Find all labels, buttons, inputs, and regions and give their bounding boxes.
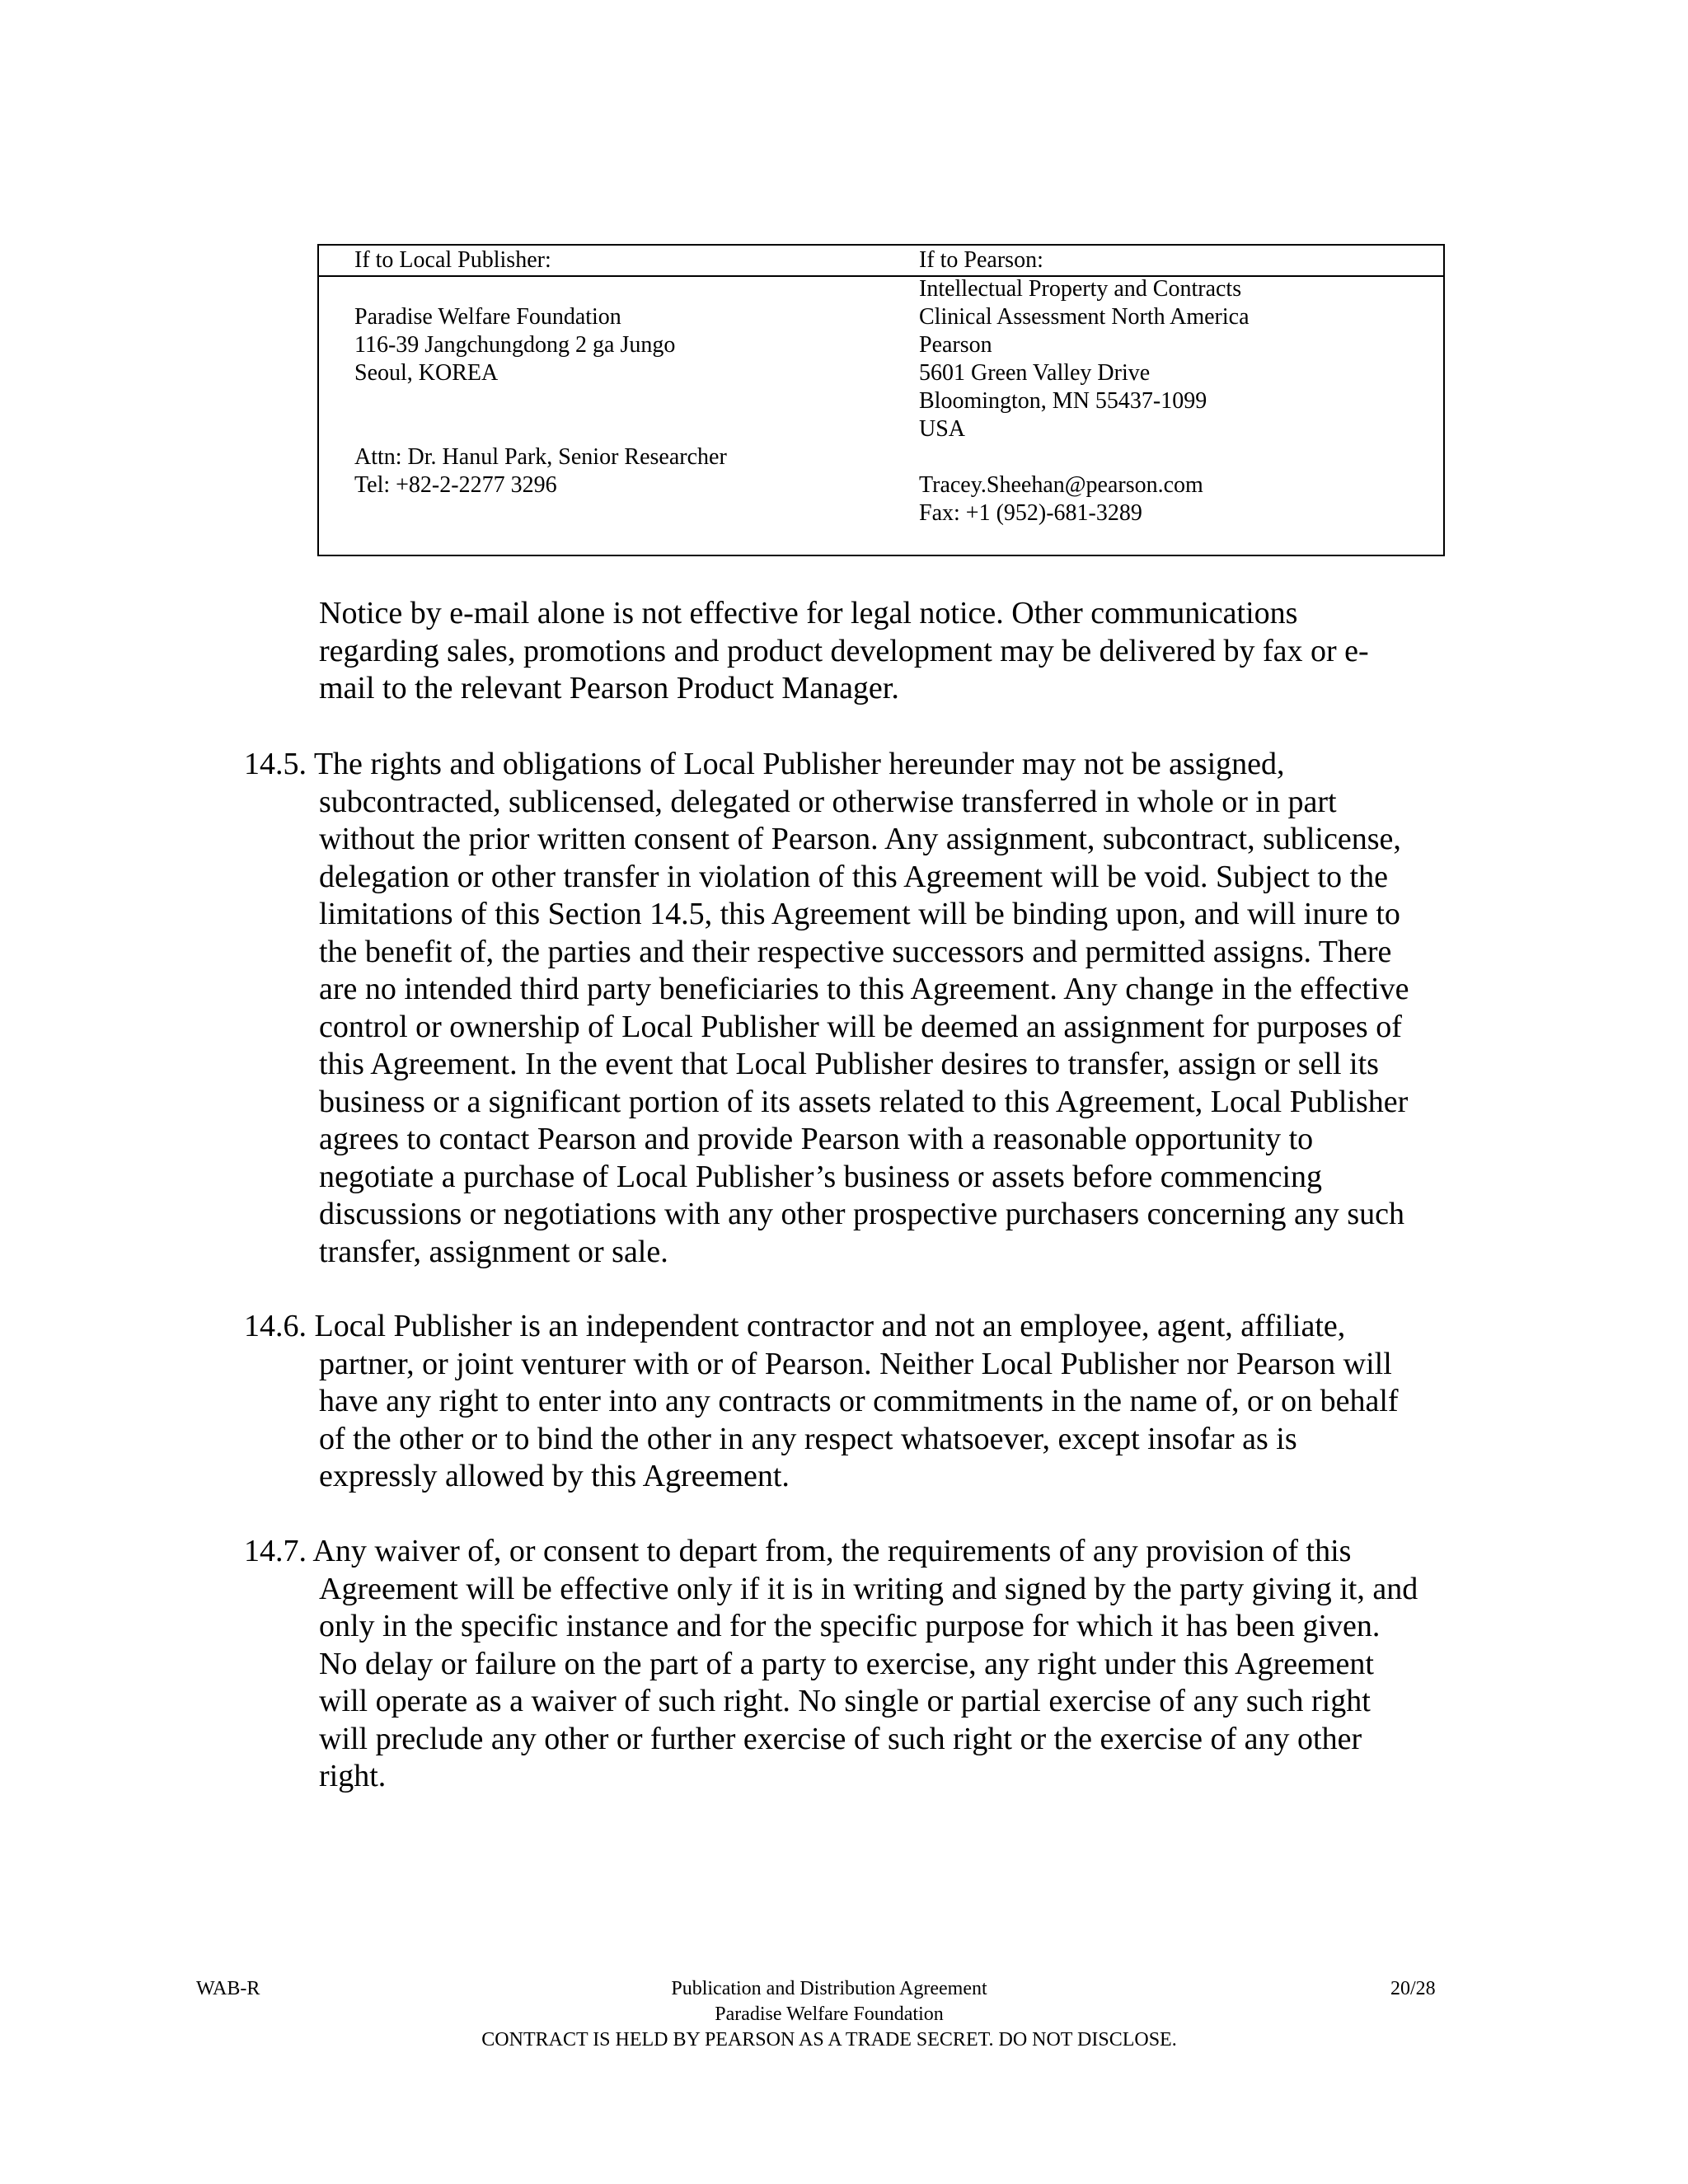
clause-first-line bbox=[244, 1533, 1418, 1571]
local-publisher-address bbox=[354, 275, 882, 499]
pearson-heading: If to Pearson: bbox=[919, 247, 1043, 273]
clause-line: will preclude any other or further exercise of such right or the exercise of any other bbox=[319, 1721, 1362, 1756]
clause-first-line bbox=[244, 1308, 1399, 1346]
address-line: 116-39 Jangchungdong 2 ga Jungo bbox=[354, 332, 676, 358]
clause-line: partner, or joint venturer with or of Pearson. Neither Local Publisher nor Pearson will bbox=[319, 1346, 1392, 1381]
clause-line: without the prior written consent of Pearson. Any assignment, subcontract, sublicense, bbox=[319, 822, 1401, 856]
clause-line: limitations of this Section 14.5, this Agreement will be binding upon, and will inure to bbox=[319, 897, 1400, 931]
address-line: Pearson bbox=[919, 332, 992, 358]
clause-first-line bbox=[244, 746, 1409, 784]
address-line bbox=[354, 275, 882, 303]
pearson-email: Tracey.Sheehan@pearson.com bbox=[919, 472, 1203, 498]
pearson-column bbox=[919, 246, 1430, 527]
paragraph-line: Notice by e-mail alone is not effective for legal notice. Other communications bbox=[319, 596, 1298, 630]
address-line: Seoul, KOREA bbox=[354, 360, 499, 386]
clause-line: this Agreement. In the event that Local Publisher desires to transfer, assign or sell its bbox=[319, 1047, 1379, 1081]
address-line: Intellectual Property and Contracts bbox=[919, 276, 1242, 302]
pearson-address bbox=[919, 275, 1430, 527]
clause-line-text: Any waiver of, or consent to depart from, the requirements of any provision of this bbox=[312, 1534, 1352, 1568]
address-line: Clinical Assessment North America bbox=[919, 304, 1250, 330]
footer-title: Publication and Distribution Agreement bbox=[671, 1978, 987, 1999]
clause-line: right. bbox=[319, 1759, 387, 1793]
clause-line: transfer, assignment or sale. bbox=[319, 1234, 668, 1269]
clause-line: have any right to enter into any contracts or commitments in the name of, or on behalf bbox=[319, 1384, 1399, 1418]
clause-line: the benefit of, the parties and their respective successors and permitted assigns. There bbox=[319, 934, 1392, 969]
footer-document-code: WAB-R bbox=[196, 1978, 260, 1999]
notice-address-table bbox=[317, 244, 1445, 556]
footer-party: Paradise Welfare Foundation bbox=[715, 2004, 944, 2025]
clause-number: 14.7. bbox=[244, 1534, 307, 1568]
clause-line-text: Local Publisher is an independent contractor and not an employee, agent, affiliate, bbox=[314, 1309, 1346, 1343]
clause-line: only in the specific instance and for the specific purpose for which it has been given. bbox=[319, 1609, 1381, 1643]
clause-line: Agreement will be effective only if it is in writing and signed by the party giving it, and bbox=[319, 1571, 1418, 1606]
footer-confidentiality: CONTRACT IS HELD BY PEARSON AS A TRADE SECRET. DO NOT DISCLOSE. bbox=[481, 2029, 1177, 2050]
local-publisher-heading: If to Local Publisher: bbox=[354, 247, 551, 273]
clause-line-text: The rights and obligations of Local Publisher hereunder may not be assigned, bbox=[313, 747, 1285, 781]
address-line: Paradise Welfare Foundation bbox=[354, 304, 621, 330]
clause-line: agrees to contact Pearson and provide Pearson with a reasonable opportunity to bbox=[319, 1122, 1314, 1156]
clause-14-7-text bbox=[244, 1533, 1418, 1796]
clause-line: subcontracted, sublicensed, delegated or otherwise transferred in whole or in part bbox=[319, 784, 1337, 819]
address-line: Bloomington, MN 55437-1099 bbox=[919, 388, 1207, 414]
clause-14-5-text bbox=[244, 746, 1409, 1271]
paragraph-line: mail to the relevant Pearson Product Manager. bbox=[319, 671, 899, 705]
page-number: 20/28 bbox=[1390, 1978, 1436, 1999]
clause-line: negotiate a purchase of Local Publisher’s business or assets before commencing bbox=[319, 1159, 1323, 1194]
clause-line: control or ownership of Local Publisher will be deemed an assignment for purposes of bbox=[319, 1009, 1402, 1044]
clause-line: No delay or failure on the part of a party to exercise, any right under this Agreement bbox=[319, 1646, 1374, 1681]
paragraph-line: regarding sales, promotions and product development may be delivered by fax or e- bbox=[319, 633, 1369, 668]
address-line bbox=[919, 443, 1430, 471]
address-line bbox=[354, 415, 882, 443]
notice-paragraph bbox=[319, 595, 1456, 708]
clause-number: 14.6. bbox=[244, 1309, 307, 1343]
clause-line: expressly allowed by this Agreement. bbox=[319, 1459, 790, 1493]
clause-line: discussions or negotiations with any other prospective purchasers concerning any such bbox=[319, 1197, 1405, 1231]
local-publisher-column bbox=[354, 246, 882, 499]
address-line bbox=[354, 387, 882, 415]
address-line: Tel: +82-2-2277 3296 bbox=[354, 472, 557, 498]
clause-number: 14.5. bbox=[244, 747, 307, 781]
address-line: 5601 Green Valley Drive bbox=[919, 360, 1151, 386]
clause-line: of the other or to bind the other in any respect whatsoever, except insofar as is bbox=[319, 1421, 1297, 1456]
address-line: Attn: Dr. Hanul Park, Senior Researcher bbox=[354, 444, 727, 470]
clause-line: delegation or other transfer in violation of this Agreement will be void. Subject to the bbox=[319, 859, 1388, 894]
clause-line: are no intended third party beneficiaries to this Agreement. Any change in the effective bbox=[319, 972, 1409, 1006]
address-line: USA bbox=[919, 416, 966, 442]
clause-14-6-text bbox=[244, 1308, 1399, 1496]
clause-line: will operate as a waiver of such right. No single or partial exercise of any such right bbox=[319, 1684, 1371, 1718]
pearson-fax: Fax: +1 (952)-681-3289 bbox=[919, 500, 1142, 526]
clause-line: business or a significant portion of its assets related to this Agreement, Local Publisher bbox=[319, 1084, 1409, 1119]
